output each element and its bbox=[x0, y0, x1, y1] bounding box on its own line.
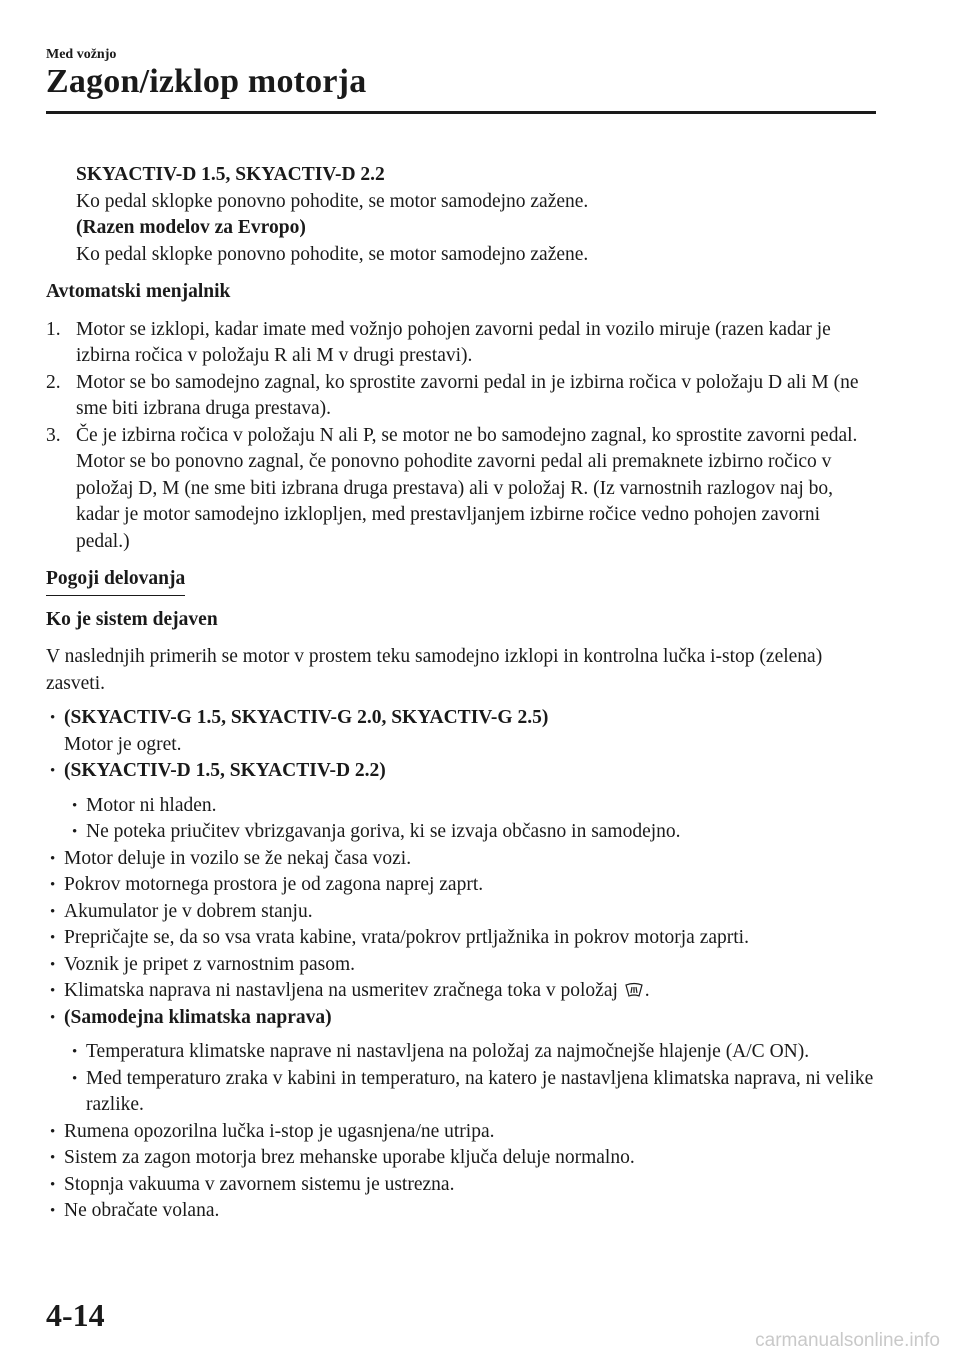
bullet-icon: • bbox=[72, 1044, 78, 1060]
diesel-text: Ko pedal sklopke ponovno pohodite, se motor samodejno zažene. bbox=[76, 190, 589, 212]
list-item-text: Motor deluje in vozilo se že nekaj časa vozi. bbox=[64, 847, 412, 869]
bullet-icon: • bbox=[50, 930, 56, 946]
list-item-text-end: . bbox=[644, 980, 650, 1001]
list-item bbox=[46, 925, 876, 952]
list-item bbox=[46, 952, 876, 979]
list-item-text: Temperatura klimatske naprave ni nastavljena na položaj za najmočnejše hlajenje (A/C ON). bbox=[86, 1041, 810, 1062]
list-item bbox=[46, 793, 876, 820]
bullet-icon: • bbox=[50, 1009, 56, 1026]
list-item bbox=[46, 1172, 876, 1199]
list-item bbox=[46, 1198, 876, 1225]
step-number: 3. bbox=[46, 424, 61, 446]
list-item bbox=[46, 1145, 876, 1172]
list-item bbox=[46, 978, 876, 1005]
bullet-icon: • bbox=[50, 1150, 56, 1166]
step-item bbox=[46, 317, 876, 370]
list-item bbox=[46, 872, 876, 899]
windshield-defroster-icon bbox=[625, 982, 643, 998]
climate-heading: (Samodejna klimatska naprava) bbox=[64, 1006, 332, 1028]
bullet-icon: • bbox=[50, 1123, 56, 1140]
section-label: Med vožnjo bbox=[46, 47, 117, 62]
list-item bbox=[46, 1039, 876, 1066]
diesel-heading: SKYACTIV-D 1.5, SKYACTIV-D 2.2 bbox=[76, 164, 385, 185]
list-item-text: Prepričajte se, da so vsa vrata kabine, vrata/pokrov prtljažnika in pokrov motorja zaprti. bbox=[64, 927, 749, 948]
step-text: Motor se bo samodejno zagnal, ko sprostite zavorni pedal in je izbirna ročica v položaju D ali M (ne sme biti izbrana druga prestava). bbox=[76, 371, 859, 419]
list-item bbox=[46, 1005, 876, 1032]
bullet-icon: • bbox=[50, 850, 56, 867]
list-item-text: Akumulator je v dobrem stanju. bbox=[64, 900, 313, 922]
step-text: Motor se izklopi, kadar imate med vožnjo pohojen zavorni pedal in vozilo miruje (razen kadar je izbirna ročica v položaju R ali M v drugi prestavi). bbox=[76, 318, 831, 366]
bullet-icon: • bbox=[50, 710, 56, 726]
europe-text: Ko pedal sklopke ponovno pohodite, se motor samodejno zažene. bbox=[76, 243, 589, 265]
page-content bbox=[46, 162, 876, 1225]
list-item-text: Voznik je pripet z varnostnim pasom. bbox=[64, 953, 356, 975]
watermark: carmanualsonline.info bbox=[755, 1330, 940, 1351]
list-item bbox=[46, 1066, 876, 1119]
list-item-text: Med temperaturo zraka v kabini in temperaturo, na katero je nastavljena klimatska naprava, ni velike razlike. bbox=[86, 1067, 874, 1115]
step-item bbox=[46, 370, 876, 423]
list-item bbox=[46, 899, 876, 926]
step-number: 1. bbox=[46, 318, 61, 340]
list-item-text: Klimatska naprava ni nastavljena na usmeritev zračnega toka v položaj bbox=[64, 980, 618, 1001]
list-item-text: Rumena opozorilna lučka i-stop je ugasnjena/ne utripa. bbox=[64, 1120, 495, 1142]
list-item-text: Ne poteka priučitev vbrizgavanja goriva, ki se izvaja občasno in samodejno. bbox=[86, 821, 681, 842]
list-item bbox=[46, 705, 876, 758]
list-item-text: Ne obračate volana. bbox=[64, 1200, 220, 1221]
step-item bbox=[46, 423, 876, 556]
intro-paragraph: V naslednjih primerih se motor v prostem teku samodejno izklopi in kontrolna lučka i-stop (zelena) zasveti. bbox=[46, 646, 823, 694]
bullet-icon: • bbox=[50, 956, 56, 973]
bullet-icon: • bbox=[50, 903, 56, 920]
engine-d-heading: (SKYACTIV-D 1.5, SKYACTIV-D 2.2) bbox=[64, 760, 386, 781]
list-item bbox=[46, 758, 876, 785]
engine-g-text: Motor je ogret. bbox=[64, 733, 182, 755]
bullet-icon: • bbox=[50, 1203, 56, 1219]
list-item-text: Motor ni hladen. bbox=[86, 794, 217, 816]
bullet-icon: • bbox=[50, 877, 56, 893]
list-item bbox=[46, 846, 876, 873]
step-text: Če je izbirna ročica v položaju N ali P, se motor ne bo samodejno zagnal, ko sprostite zavorni pedal. Motor se bo ponovno zagnal, če ponovno pohodite zavorni pedal ali premaknete izbirno ročico v položaj D, M (ne sme biti izbrana druga prestava) ali v položaj R. (Iz varnostnih razlogov naj bo, kadar je motor samodejno izklopljen, med prestavljanjem izbirne ročice vedno pohojen zavorni pedal.) bbox=[76, 424, 858, 552]
bullet-icon: • bbox=[50, 763, 56, 779]
active-heading: Ko je sistem dejaven bbox=[46, 608, 218, 630]
bullet-icon: • bbox=[72, 1070, 78, 1087]
step-number: 2. bbox=[46, 371, 61, 393]
list-item-text: Stopnja vakuuma v zavornem sistemu je ustrezna. bbox=[64, 1173, 455, 1195]
bullet-icon: • bbox=[72, 824, 78, 840]
europe-heading: (Razen modelov za Evropo) bbox=[76, 217, 306, 238]
auto-transmission-heading: Avtomatski menjalnik bbox=[46, 281, 231, 302]
bullet-icon: • bbox=[72, 797, 78, 814]
list-item-text: Sistem za zagon motorja brez mehanske uporabe ključa deluje normalno. bbox=[64, 1147, 635, 1168]
page-number: 4-14 bbox=[46, 1297, 105, 1333]
list-item bbox=[46, 1119, 876, 1146]
engine-g-heading: (SKYACTIV-G 1.5, SKYACTIV-G 2.0, SKYACTIV-G 2.5) bbox=[64, 707, 549, 728]
page-title: Zagon/izklop motorja bbox=[46, 63, 367, 100]
bullet-icon: • bbox=[50, 1176, 56, 1193]
list-item bbox=[46, 819, 876, 846]
header-divider bbox=[46, 111, 876, 114]
step-list bbox=[46, 317, 876, 556]
conditions-heading: Pogoji delovanja bbox=[46, 566, 185, 596]
list-item-text: Pokrov motornega prostora je od zagona naprej zaprt. bbox=[64, 874, 484, 895]
bullet-icon: • bbox=[50, 983, 56, 999]
